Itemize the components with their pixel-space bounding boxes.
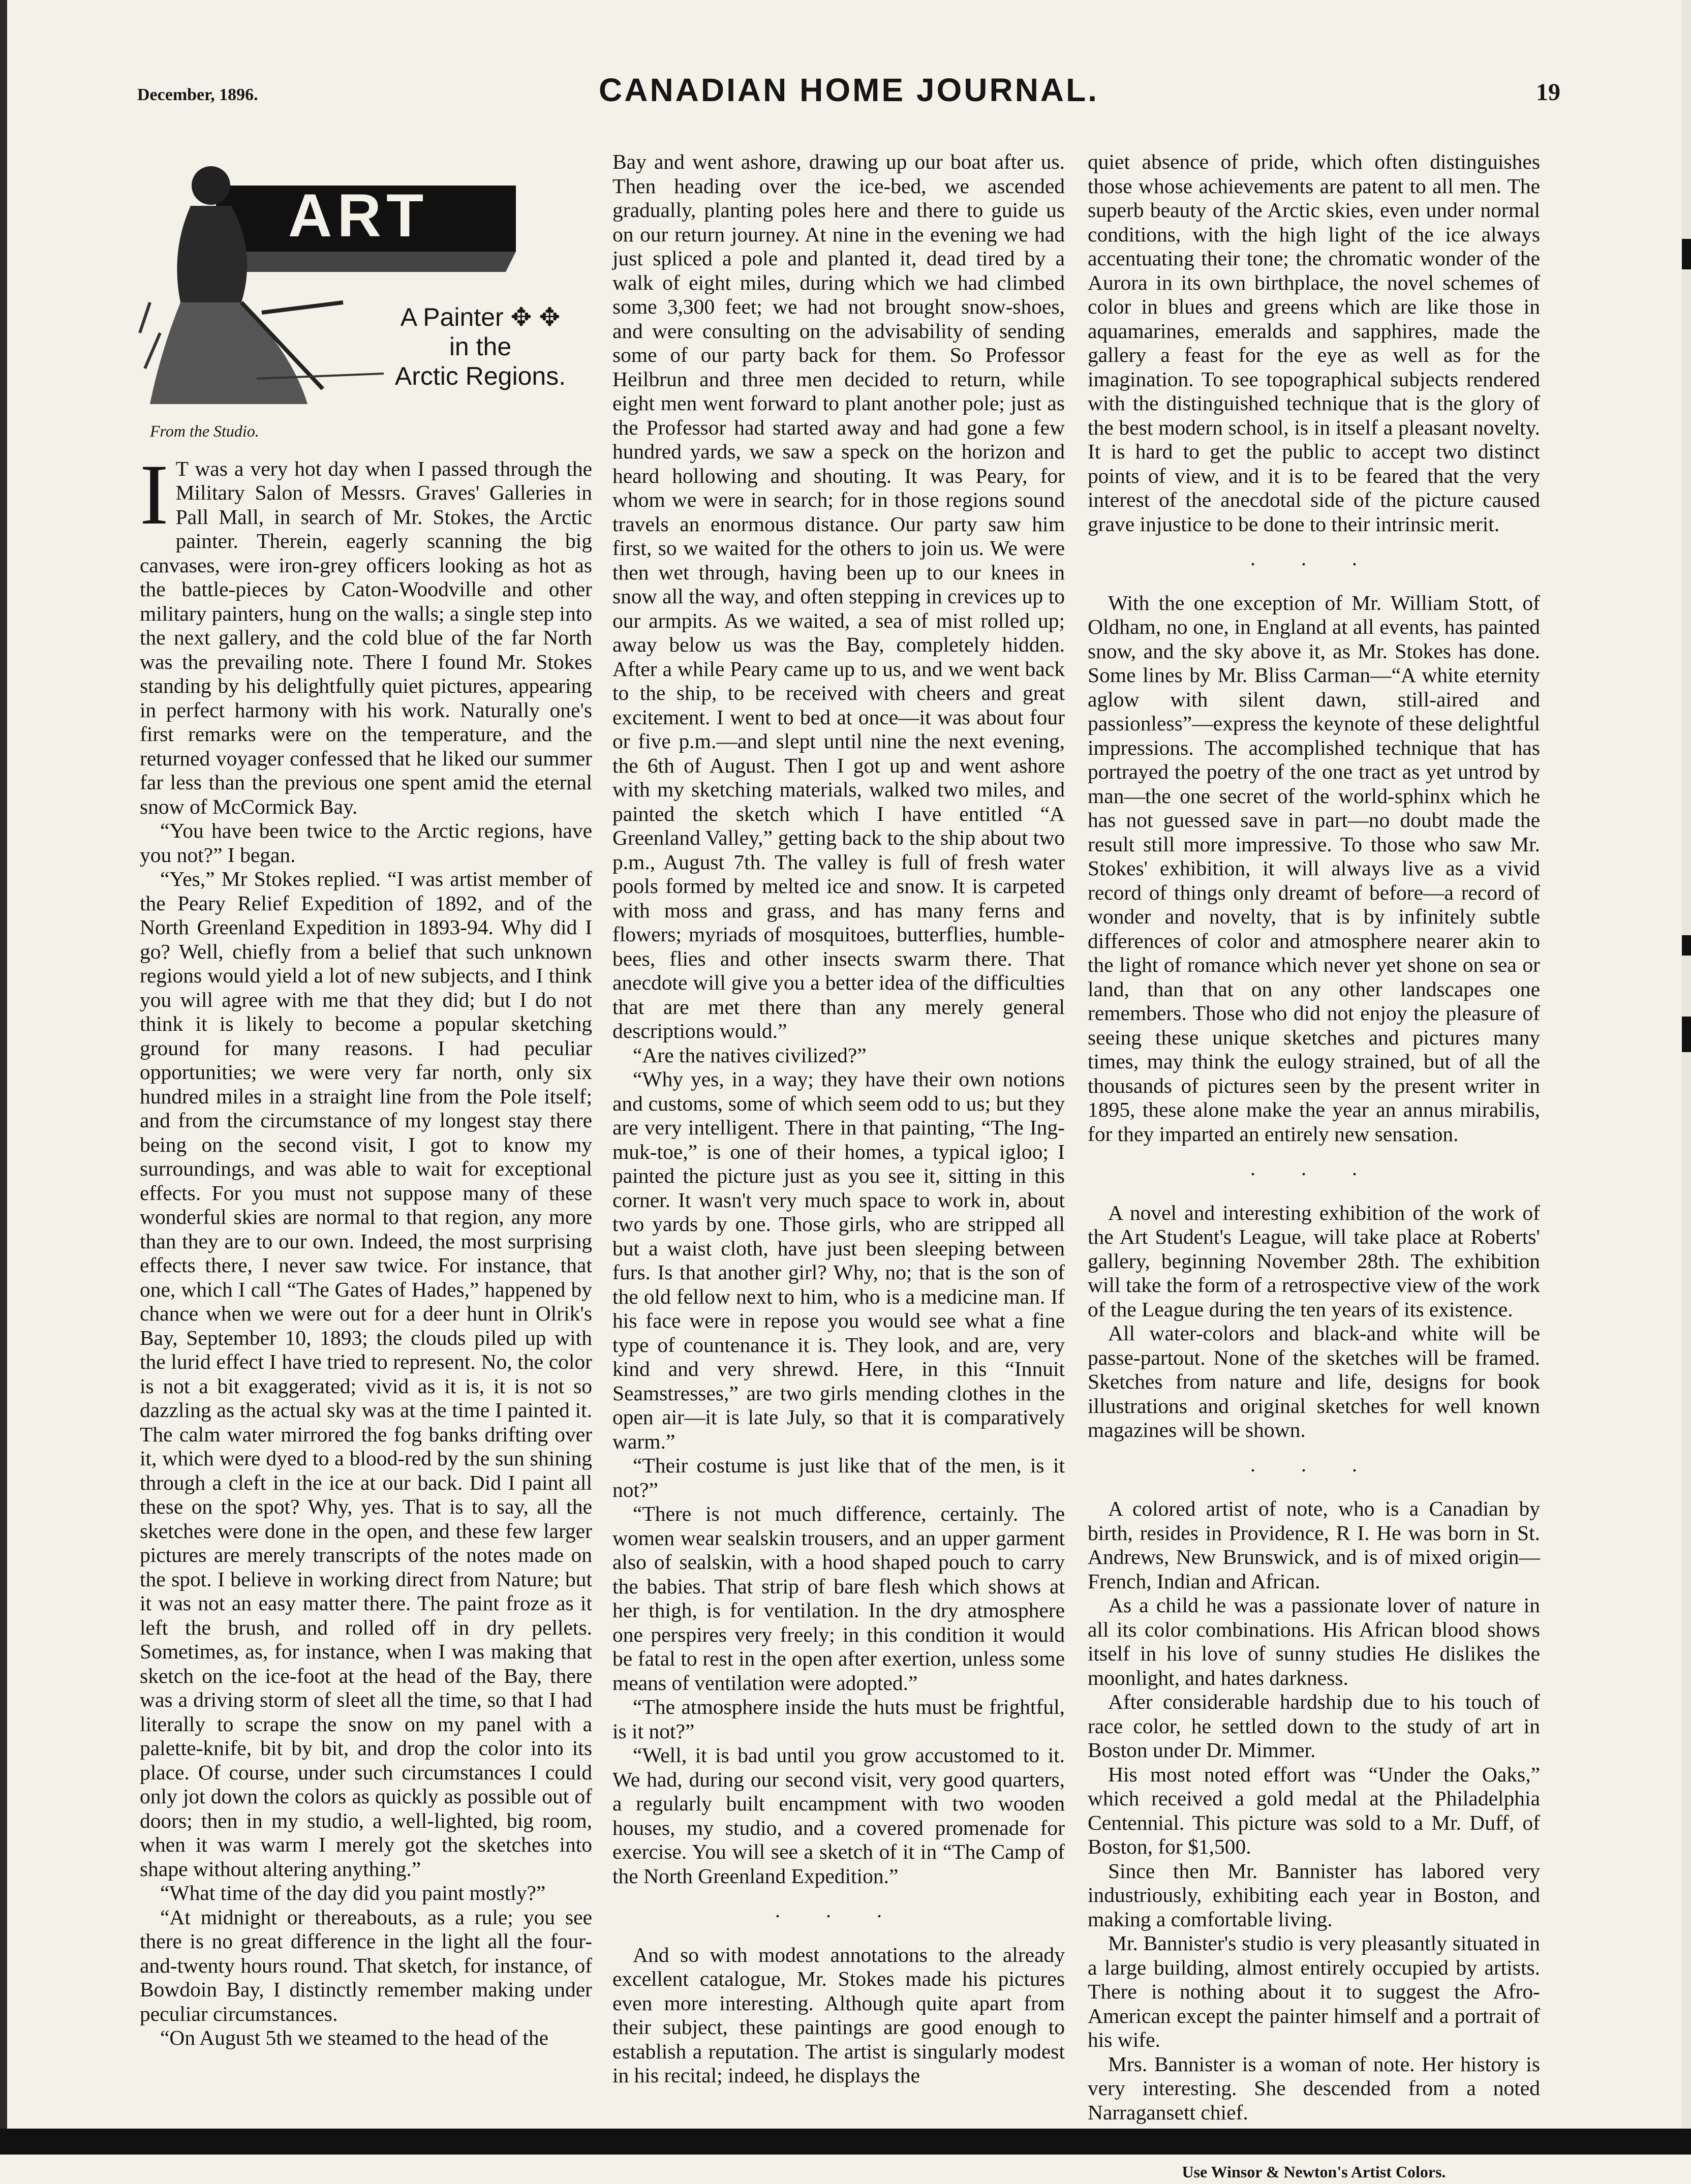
advert-line: Use Winsor & Newton's Artist Colors.: [1088, 2160, 1540, 2184]
section-separator: . . .: [612, 1898, 1065, 1923]
edge-mark: [1682, 935, 1691, 956]
art-heading-block: [140, 150, 592, 414]
article-paragraph: With the one exception of Mr. William Stott, of Oldham, no one, in England at all events, has painted snow, and the sky above it, as Mr. Stokes has done. Some lines by Mr. Bliss Carman—“A white eternity aglow with silent dawn, still-aired and passionless”—express the keynote of these delightful impressions. The accomplished technique that has portrayed the poetry of the one tract as yet untrod by man—the one secret of the world-sphinx which he has not guessed save in part—no doubt made the result still more impressive. To those who saw Mr. Stokes' exhibition, it will always live as a vivid record of things only dreamt of before—a record of wonder and novelty, that is by infinitely subtle differences of color and atmosphere nearer akin to the light of romance which never yet shone on sea or land, than that on any other landscapes one remembers. Those who did not enjoy the pleasure of seeing these unique sketches and pictures many times, may think the eulogy strained, but of all the thousands of pictures seen by the present writer in 1895, these alone make the year an annus mirabilis, for they imparted an entirely new sensation.: [1088, 591, 1540, 1147]
journal-title: CANADIAN HOME JOURNAL.: [137, 71, 1560, 109]
article-paragraph: “You have been twice to the Arctic regions, have you not?” I began.: [140, 819, 592, 867]
subtitle-line: in the: [389, 332, 572, 361]
article-paragraph: “Are the natives civilized?”: [612, 1043, 1065, 1068]
section-separator: . . .: [1088, 1156, 1540, 1181]
bannister-paragraph: A colored artist of note, who is a Canadian by birth, resides in Providence, R I. He was born in St. Andrews, New Brunswick, and is of mixed origin—French, Indian and African.: [1088, 1497, 1540, 1593]
article-paragraph: And so with modest annotations to the already excellent catalogue, Mr. Stokes made his pictures even more interesting. Although quite apart from their subject, these paintings are good enough to establish a reputation. The artist is singularly modest in his recital; indeed, he displays the: [612, 1943, 1065, 2088]
column-3: [1088, 150, 1540, 2015]
article-paragraph: “The atmosphere inside the huts must be frightful, is it not?”: [612, 1695, 1065, 1743]
page-right-edge: [1682, 0, 1691, 2155]
edge-mark: [1682, 239, 1691, 269]
article-paragraph: quiet absence of pride, which often distinguishes those whose achievements are patent to all men. The superb beauty of the Arctic skies, even under normal conditions, with the high light of the ice always accentuating their tone; the chromatic wonder of the Aurora in its own birthplace, the novel schemes of color in blues and greens which are like those in aquamarines, emeralds and sapphires, made the gallery a feast for the eye as well as for the imagination. To see topographical subjects rendered with the distinguished technique that is the glory of the best modern school, is in itself a pleasant novelty. It is hard to get the public to accept two distinct points of view, and it is to be feared that the very interest of the anecdotal side of the picture caused grave injustice to be done to their intrinsic merit.: [1088, 150, 1540, 536]
page-number: 19: [1536, 78, 1560, 106]
bannister-paragraph: Since then Mr. Bannister has labored very industriously, exhibiting each year in Boston, and making a comfortable living.: [1088, 1859, 1540, 1932]
section-separator: . . .: [1088, 546, 1540, 571]
subtitle-line: A Painter ✥ ✥: [389, 302, 572, 332]
issue-date: December, 1896.: [137, 85, 258, 105]
column-1: [140, 150, 592, 2015]
article-paragraph: [140, 457, 592, 819]
drop-cap: I: [140, 459, 169, 530]
article-paragraph: Bay and went ashore, drawing up our boat after us. Then heading over the ice-bed, we ascended gradually, planting poles here and there to guide us on our return journey. At nine in the evening we had just spliced a pole and planted it, dead tired by a walk of eight miles, during which we had climbed some 3,300 feet; we had not brought snow-shoes, and were consulting on the advisability of sending some of our party back for them. So Professor Heilbrun and three men decided to return, while eight men went forward to plant another pole; just as the Professor had started away and had gone a few hundred yards, we saw a speck on the horizon and heard hollowing and shouting. It was Peary, for whom we were in search; for in those regions sound travels an enormous distance. Our party saw him first, so we waited for the others to join us. We were then wet through, having been up to our knees in snow all the way, and often stepping in crevices up to our armpits. As we waited, a sea of mist rolled up; away below us was the Bay, completely hidden. After a while Peary came up to us, and we went back to the ship, to be received with cheers and great excitement. I went to bed at once—it was about four or five p.m.—and slept until nine the next evening, the 6th of August. Then I got up and went ashore with my sketching materials, walked two miles, and painted the sketch which I have entitled “A Greenland Valley,” getting back to the ship about two p.m., August 7th. The valley is full of fresh water pools formed by melted ice and snow. It is carpeted with moss and grass, and has many ferns and flowers; myriads of mosquitoes, butterflies, humble-bees, flies and other insects swarm there. That anecdote will give you a better idea of the difficulties that are met there than any merely general descriptions would.”: [612, 150, 1065, 1043]
article-paragraph: “Why yes, in a way; they have their own notions and customs, some of which seem odd to us; but they are very intelligent. There in that painting, “The Ing-muk-toe,” is one of their homes, a typical igloo; I painted the picture just as you see it, sitting in this corner. It wasn't very much space to work in, about two yards by one. Those girls, who are stripped all but a waist cloth, have just been sleeping between furs. Is that another girl? Why, no; that is the son of the old fellow next to him, who is a medicine man. If his face were in repose you would see what a fine type of countenance it is. They look, and are, very kind and very shrewd. Here, in this “Innuit Seamstresses,” are two girls mending clothes in the open air—it is late July, so that it is comparatively warm.”: [612, 1067, 1065, 1454]
paragraph-text: T was a very hot day when I passed through the Military Salon of Messrs. Graves' Galleries in Pall Mall, in search of Mr. Stokes, the Arctic painter. Therein, eagerly scanning the big canvases, were iron-grey officers looking as hot as the battle-pieces by Caton-Woodville and other military painters, hung on the walls; a single step into the next gallery, and the cold blue of the far North was the prevailing note. There I found Mr. Stokes standing by his delightfully quiet pictures, appearing in perfect harmony with his work. Naturally one's first remarks were on the temperature, and the returned voyager confessed that he liked our summer far less than the previous one spent amid the eternal snow of McCormick Bay.: [140, 457, 592, 818]
article-subtitle: [389, 302, 572, 391]
article-paragraph: “What time of the day did you paint mostly?”: [140, 1881, 592, 1905]
section-separator: . . .: [1088, 1453, 1540, 1477]
league-paragraph: All water-colors and black-and white will be passe-partout. None of the sketches will be framed. Sketches from nature and life, designs for book illustrations and original sketches for well known magazines will be shown.: [1088, 1321, 1540, 1442]
league-paragraph: A novel and interesting exhibition of the work of the Art Student's League, will take place at Roberts' gallery, beginning November 28th. The exhibition will take the form of a retrospective view of the work of the League during the ten years of its existence.: [1088, 1201, 1540, 1322]
article-paragraph: “There is not much difference, certainly. The women wear sealskin trousers, and an upper garment also of sealskin, with a hood shaped pouch to carry the babies. That strip of bare flesh which shows at her thigh, is for ventilation. In the dry atmosphere one perspires very freely; in this condition it would be fatal to rest in the open after exertion, unless some means of ventilation were adopted.”: [612, 1502, 1065, 1695]
bannister-paragraph: His most noted effort was “Under the Oaks,” which received a gold medal at the Philadelphia Centennial. This picture was sold to a Mr. Duff, of Boston, for $1,500.: [1088, 1763, 1540, 1859]
article-paragraph: “Their costume is just like that of the men, is it not?”: [612, 1454, 1065, 1502]
page-binding-edge: [0, 0, 7, 2155]
art-banner: ART: [288, 181, 429, 250]
article-paragraph: “Yes,” Mr Stokes replied. “I was artist member of the Peary Relief Expedition of 1892, and of the North Greenland Expedition in 1893-94. Why did I go? Well, chiefly from a belief that such unknown regions would yield a lot of new subjects, and I think you will agree with me that they did; but I do not think it is likely to become a popular sketching ground for many reasons. I had peculiar opportunities; we were very far north, only six hundred miles in a straight line from the Pole itself; and from the circumstance of my longest stay there being on the second visit, I got to know my surroundings, and was able to wait for exceptional effects. For you must not suppose many of these wonderful skies are normal to that region, any more than they are to our own. Indeed, the most surprising effects there, I never saw twice. For instance, that one, which I call “The Gates of Hades,” happened by chance when we were out for a deer hunt in Olrik's Bay, September 10, 1893; the clouds piled up with the lurid effect I have tried to represent. No, the color is not a bit exaggerated; vivid as it is, it is not so dazzling as the actual sky was at the time I painted it. The calm water mirrored the fog banks drifting over it, which were dyed to a blood-red by the sun shining through a cleft in the ice at our back. Did I paint all these on the spot? Why, yes. That is to say, all the sketches were done in the open, and these few larger pictures are merely transcripts of the notes made on the spot. I believe in working direct from Nature; but it was not an easy matter there. The paint froze as it left the brush, and rolled off in dry pellets. Sometimes, as, for instance, when I was making that sketch on the ice-foot at the head of the Bay, there was a driving storm of sleet all the time, so that I had literally to scrape the snow on my panel with a palette-knife, bit by bit, and drop the color into its place. Of course, under such circumstances I could only jot down the colors as quickly as possible out of doors; then in my studio, a well-lighted, big room, when it was warm I merely got the sketches into shape without altering anything.”: [140, 867, 592, 1881]
bottom-border: [0, 2129, 1691, 2155]
article-paragraph: “At midnight or thereabouts, as a rule; you see there is no great difference in the light all the four-and-twenty hours round. That sketch, for instance, of Bowdoin Bay, I distinctly remember making under peculiar circumstances.: [140, 1905, 592, 2026]
article-paragraph: “On August 5th we steamed to the head of the: [140, 2026, 592, 2050]
column-2: [612, 150, 1065, 2015]
bannister-paragraph: After considerable hardship due to his touch of race color, he settled down to the study of art in Boston under Dr. Mimmer.: [1088, 1690, 1540, 1763]
subtitle-line: Arctic Regions.: [389, 361, 572, 391]
bannister-paragraph: As a child he was a passionate lover of nature in all its color combinations. His African blood shows itself in his love of sunny studies He dislikes the moonlight, and hates darkness.: [1088, 1593, 1540, 1690]
edge-mark: [1682, 1017, 1691, 1052]
bannister-paragraph: Mr. Bannister's studio is very pleasantly situated in a large building, almost entirely occupied by artists. There is nothing about it to suggest the Afro-American except the painter himself and a portrait of his wife.: [1088, 1931, 1540, 2052]
page-header: [137, 71, 1560, 117]
bannister-paragraph: Mrs. Bannister is a woman of note. Her history is very interesting. She descended from a noted Narragansett chief.: [1088, 2052, 1540, 2125]
source-credit: From the Studio.: [150, 419, 592, 444]
article-paragraph: “Well, it is bad until you grow accustomed to it. We had, during our second visit, very good quarters, a regularly built encampment with two wooden houses, my studio, and a covered promenade for exercise. You will see a sketch of it in “The Camp of the North Greenland Expedition.”: [612, 1743, 1065, 1888]
